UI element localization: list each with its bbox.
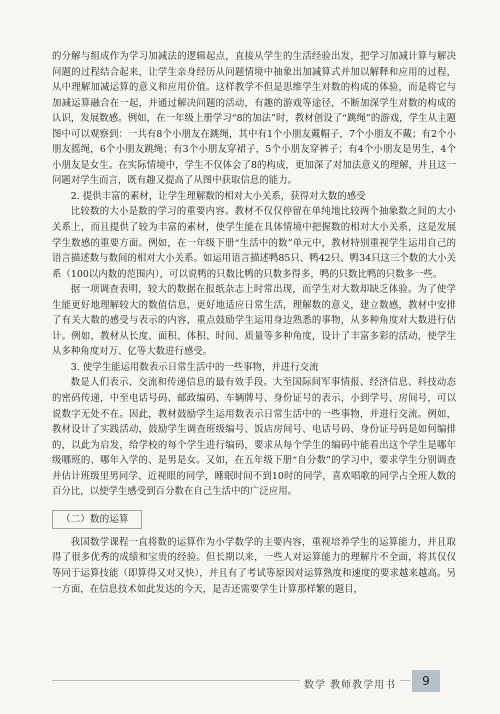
footer-book-title: 数学 教师教学用书 (300, 676, 400, 691)
subheading-3: 3. 使学生能运用数表示日常生活中的一些事物，并进行交流 (70, 361, 319, 373)
subheading-2: 2. 提供丰富的素材，让学生理解数的相对大小关系，获得对大数的感受 (70, 190, 366, 202)
page-content (52, 49, 456, 597)
paragraph-7: 我国数学课程一直将数的运算作为小学数学的主要内容，重视培养学生的运算能力，并且取得了很多优秀的成绩和宝贵的经验。但长期以来，一些人对运算能力的理解片不全面，将其仅仅等同于运算技能（即算得又对又快），并且有了考试等原因对运算熟度和速度的要求越来越高。另一方面，在信息技术如此发达的今天，是否还需要学生计算那样繁的题目， (52, 536, 456, 595)
section-heading-box (52, 510, 142, 529)
paragraph-4: 据一项调查表明，较大的数据在报纸杂志上时常出现，而学生对大数却缺乏体验。为了使学生能更好地理解较大的数值信息，更好地适应日常生活，理解数的意义，建立数感，教材中安排了有关大数的感受与表示的内容，重点鼓励学生运用身边熟悉的事物，从多种角度对大数进行估计。例如，教材从长度、面积、体积、时间、质量等多种角度，设计了丰富多彩的活动，使学生从多种角度对万、亿等大数进行感受。 (52, 284, 456, 358)
paragraph-3: 比较数的大小是数的学习的重要内容。教材不仅仅停留在单纯地比较两个抽象数之间的大小关系上，而且提供了较为丰富的素材，使学生能在具体情境中把握数的相对大小关系，这是发展学生数感的重要方面。例如，在一年级下册“生活中的数”单元中，教材特别重视学生运用自己的语言描述数与数间的相对大小关系。如运用语言描述鸭85只、鸭42只、鸭34只这三个数的大小关系（100以内数的范围内），可以说鸭的只数比鸭的只数多得多，鸭的只数比鸭的只数多一些。 (52, 206, 456, 280)
section-heading: （二）数的运算 (61, 513, 129, 525)
page-number: 9 (412, 670, 440, 692)
paragraph-6: 数是人们表示、交流和传递信息的最有效手段。大至国际间军事情报、经济信息、科技动态的密码传递，中至电话号码、邮政编码、车辆牌号、身份证号的表示，小到学号、房间号，可以说数字无处不在。因此，教材鼓励学生运用数表示日常生活中的一些事物，并进行交流。例如，教材设计了实践活动，鼓励学生调查班级编号、饭店房间号、电话号码、身份证号码是如何编排的，以此为启发，给学校的每个学生进行编码，要求从每个学生的编码中能看出这个学生是哪年级哪班的、哪年入学的、是男是女。又如，在五年级下册“自分数”的学习中，要求学生分别调查并估计班级里男同学、近视眼的同学，睡眠时间不到10时的同学，喜欢唱歌的同学占全班人数的百分比，以使学生感受到百分数在自己生活中的广泛应用。 (52, 377, 456, 498)
page-footer (0, 672, 500, 702)
paragraph-1: 的分解与组成作为学习加减法的逻辑起点，直接从学生的生活经验出发，把学习加减计算与解决问题的过程结合起来，让学生亲身经历从问题情境中抽象出加减算式并加以解释和应用的过程，从中理解加减运算的意义和应用价值。这样教学不但是思维学生对数的构成的体验，而是将它与加减运算融合在一起，并通过解决问题的活动，有趣的游戏等途径，不断加深学生对数的构成的认识，发展数感。例如，在一年级上册学习“8的加法”时，教材创设了“跳绳”的游戏，学生从主题图中可以观察到：一共有8个小朋友在跳绳，其中有1个小朋友戴帽子，7个小朋友不戴；有2个小朋友摇绳，6个小朋友跳绳；有3个小朋友穿裙子，5个小朋友穿裤子；有4个小朋友是男生，4个小朋友是女生。在实际情境中，学生不仅体会了8的构成，更加深了对加法意义的理解，并且这一问题对学生而言，既有趣又提高了从图中获取信息的能力。 (52, 51, 456, 187)
